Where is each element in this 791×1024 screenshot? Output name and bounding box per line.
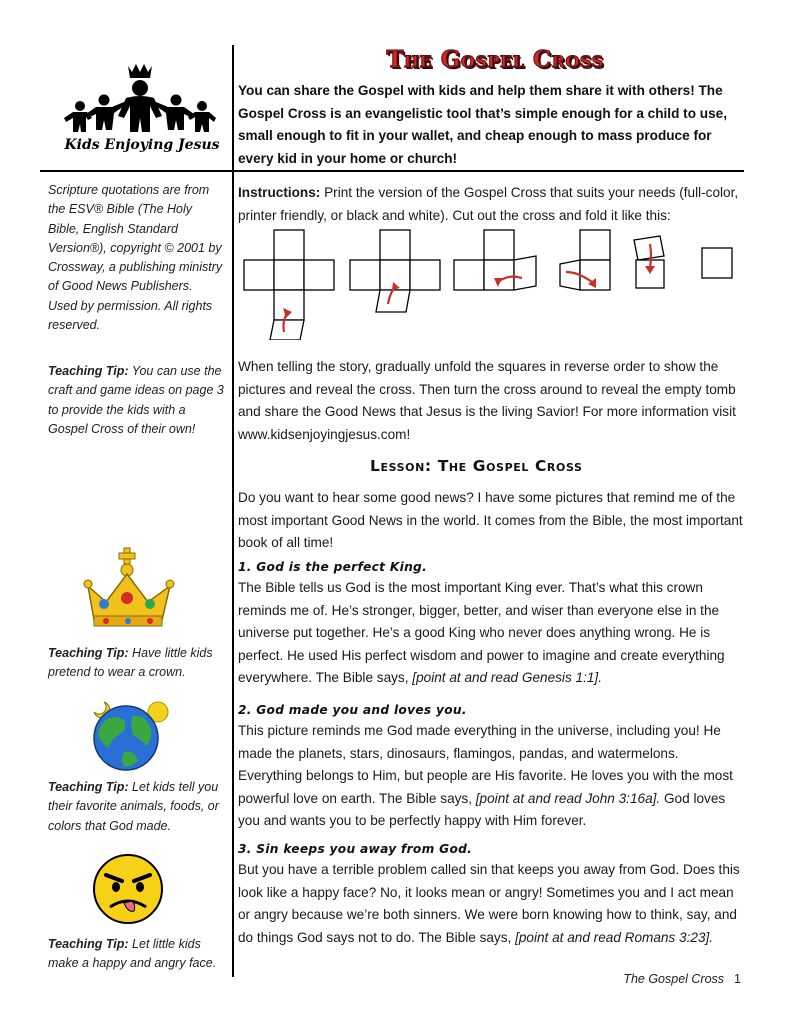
point-heading-3: 3. Sin keeps you away from God. [238,842,473,856]
instructions [238,182,743,227]
crown-icon [82,546,176,643]
page-number: 1 [734,972,741,986]
scripture-ref: [point at and read Genesis 1:1]. [412,670,602,686]
story-instructions: When telling the story, gradually unfold the squares in reverse order to show the pictures and reveal the cross. Then turn the cross around to reveal the empty tomb and share the Good News that Jesus is the living Savior! For more information visit www.kidsenjoyingjesus.com! [238,359,736,442]
point-text-3 [238,859,743,949]
tip-label: Teaching Tip: [48,780,129,794]
scripture-note: Scripture quotations are from the ESV® Bible (The Holy Bible, English Standard Version®), copyright © 2001 by Crossway, a publishing ministry of Good News Publishers. Used by permission. All rights reserved. [48,183,223,333]
lesson-title: Lesson: The Gospel Cross [370,457,583,475]
logo-family-icon [62,60,222,132]
logo [62,60,222,160]
teaching-tip-3 [48,778,228,836]
tip-text: You can use the craft and game ideas on page 3 to provide the kids with a Gospel Cross of their own! [48,364,224,436]
point-body: This picture reminds me God made everything in the universe, including you! He made the planets, stars, dinosaurs, flamingos, pandas, and watermelons. Everything belongs to Him, but people are His favorite. He loves you with the most powerful love on earth. The Bible says, [238,723,733,806]
tip-text: Have little kids pretend to wear a crown. [48,646,213,680]
teaching-tip-4 [48,935,228,974]
point-body: The Bible tells us God is the most important King ever. That’s what this crown reminds me of. He’s stronger, bigger, better, and wiser than everyone else in the universe put together. He’s a good King who never does anything wrong. He is perfect. He used His perfect wisdom and power to imagine and create everything everywhere. The Bible says, [238,580,725,686]
point-body: But you have a terrible problem called sin that keeps you away from God. Does this look like a happy face? No, it looks mean or angry! Sometimes you and I act mean or angry because we’re both sinners. We were born knowing how to think, say, and do things God says not to do. The Bible says, [238,862,740,945]
point-body-after: God loves you and wants you to be perfectly happy with Him forever. [238,790,726,829]
instructions-label: Instructions: [238,185,321,200]
logo-text: Kids Enjoying Jesus [64,137,220,153]
tip-text: Let kids tell you their favorite animals, foods, or colors that God made. [48,780,219,833]
fold-step-1 [274,230,304,260]
point-heading-2: 2. God made you and loves you. [238,703,467,717]
tip-label: Teaching Tip: [48,364,129,378]
tip-label: Teaching Tip: [48,937,129,951]
lesson-intro: Do you want to hear some good news? I have some pictures that remind me of the most important Good News in the world. It comes from the Bible, the most important book of all time! [238,490,743,551]
tip-label: Teaching Tip: [48,646,129,660]
intro-paragraph: You can share the Gospel with kids and help them share it with others! The Gospel Cross is an evangelistic tool that’s simple enough for a child to use, small enough to fit in your wallet, and cheap enough to mass produce for every kid in your home or church! [238,83,727,166]
footer-title: The Gospel Cross [623,972,725,986]
column-divider [232,45,234,977]
folding-diagram [240,228,740,345]
earth-icon [84,698,180,779]
teaching-tip-1 [48,362,228,439]
scripture-ref: [point at and read Romans 3:23]. [515,929,714,945]
page-footer [623,972,741,986]
scripture-ref: [point at and read John 3:16a]. [475,790,661,806]
teaching-tip-2 [48,644,228,683]
page-title: The Gospel Cross [386,46,604,73]
tip-text: Let little kids make a happy and angry face. [48,937,217,971]
point-text-1 [238,577,743,690]
instructions-text: Print the version of the Gospel Cross that suits your needs (full-color, printer friendly, or black and white). Cut out the cross and fold it like this: [238,185,739,223]
point-text-2 [238,720,743,833]
point-heading-1: 1. God is the perfect King. [238,560,427,574]
angry-face-icon [88,851,168,932]
